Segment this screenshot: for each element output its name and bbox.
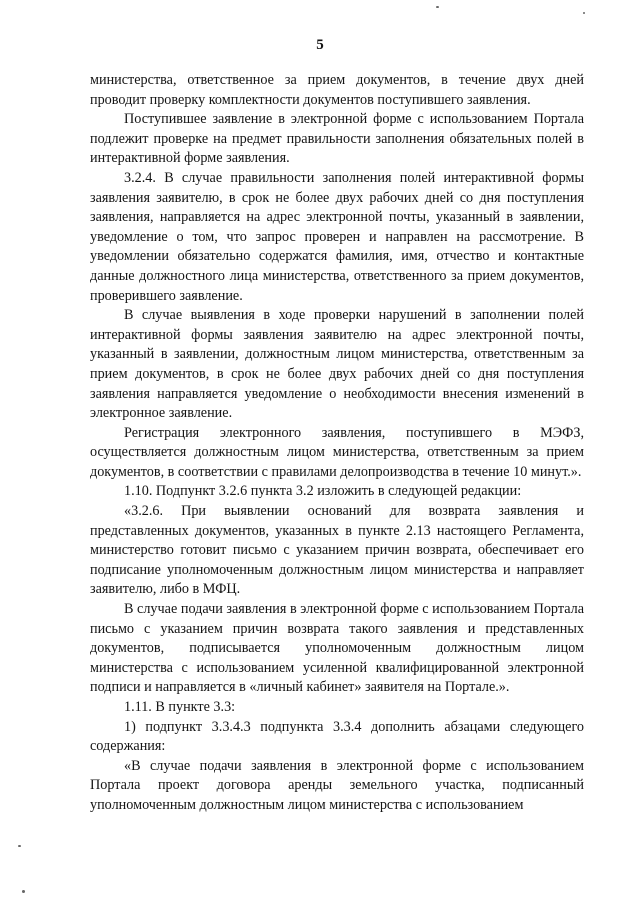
paragraph-11: «В случае подачи заявления в электронной форме с использованием Портала проект договора аренды земельного участка, подписанный уполномоченным должностным лицом министерства с использованием: [90, 757, 584, 813]
paragraph-3: 3.2.4. В случае правильности заполнения полей интерактивной формы заявления заявителю, в срок не более двух рабочих дней со дня поступления заявления, направляется на адрес электронной почты, указанный в заявлении, уведомление о том, что запрос проверен и направлен на рассмотрение. В уведомлении обязательно содержатся фамилия, имя, отчество и контактные данные должностного лица министерства, ответственного за прием документов, проверившего заявление.: [90, 169, 584, 304]
paragraph-9: 1.11. В пункте 3.3:: [124, 699, 236, 715]
scan-speck: [18, 845, 21, 847]
page-number: 5: [316, 37, 324, 53]
paragraph-2: Поступившее заявление в электронной форме с использованием Портала подлежит проверке на предмет правильности заполнения обязательных полей в интерактивной форме заявления.: [90, 111, 584, 167]
paragraph-7: «3.2.6. При выявлении оснований для возврата заявления и представленных документов, указанных в пункте 2.13 настоящего Регламента, министерство готовит письмо с указанием причин возврата, обеспечивает его подписание уполномоченным должностным лицом министерства и направляет заявителю, либо в МФЦ.: [90, 503, 584, 598]
paragraph-4: В случае выявления в ходе проверки нарушений в заполнении полей интерактивной формы заявления заявителю на адрес электронной почты, указанный в заявлении, должностным лицом министерства, ответственным за прием документов, в срок не более двух рабочих дней со дня поступления заявления направляется уведомление о необходимости внесения изменений в электронное заявление.: [90, 307, 584, 422]
paragraph-1: министерства, ответственное за прием документов, в течение двух дней проводит проверку комплектности документов поступившего заявления.: [90, 72, 584, 108]
scan-speck: [22, 890, 25, 893]
scan-speck: [583, 12, 585, 14]
paragraph-6: 1.10. Подпункт 3.2.6 пункта 3.2 изложить в следующей редакции:: [124, 483, 522, 500]
paragraph-5: Регистрация электронного заявления, поступившего в МЭФЗ, осуществляется должностным лицом министерства, ответственным за прием документов, в соответствии с правилами делопроизводства в течение 10 минут.».: [90, 424, 584, 480]
paragraph-10: 1) подпункт 3.3.4.3 подпункта 3.3.4 дополнить абзацами следующего содержания:: [90, 718, 584, 755]
scan-speck: [436, 6, 439, 8]
document-body: [90, 71, 584, 816]
paragraph-8: В случае подачи заявления в электронной форме с использованием Портала письмо с указанием причин возврата такого заявления и представленных документов, подписывается уполномоченным должностным лицом министерства с использованием усиленной квалифицированной электронной подписи и направляется в «личный кабинет» заявителя на Портале.».: [90, 601, 584, 696]
